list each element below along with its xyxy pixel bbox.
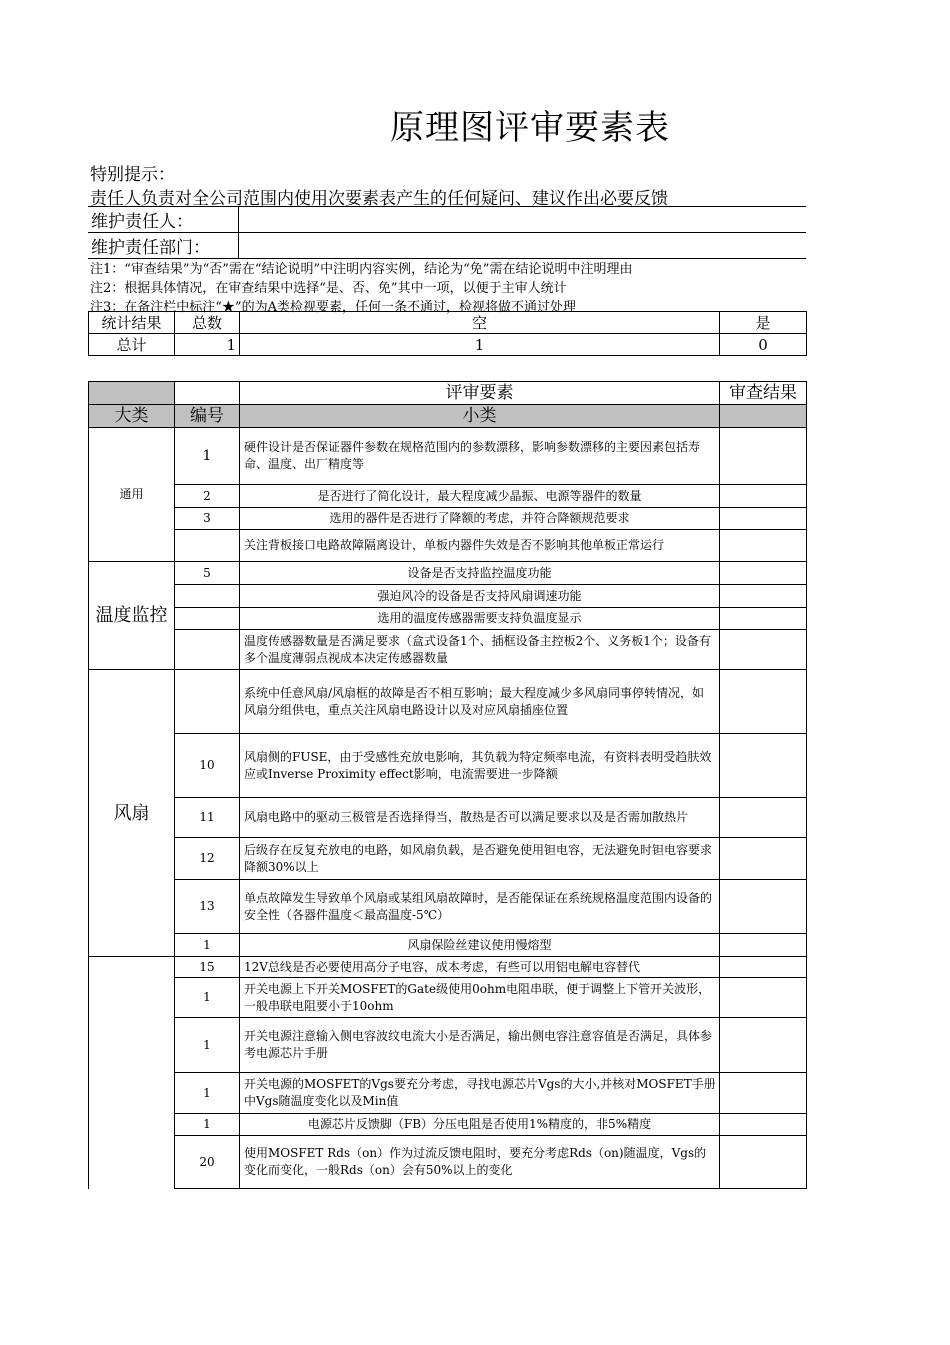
- note-2: 注2：根据具体情况，在审查结果中选择“是、否、免”其中一项，以便于主审人统计: [90, 281, 567, 296]
- row-number: 1: [175, 934, 240, 957]
- stats-table: [88, 311, 807, 356]
- row-result[interactable]: [720, 508, 807, 530]
- row-item: 强迫风冷的设备是否支持风扇调速功能: [240, 585, 720, 608]
- row-item: 硬件设计是否保证器件参数在规格范围内的参数漂移，影响参数漂移的主要因素包括寿命、温度、出厂精度等: [240, 428, 720, 485]
- maintainer-table: [88, 206, 806, 259]
- category-temperature: 温度监控: [89, 562, 175, 670]
- row-result[interactable]: [720, 957, 807, 978]
- row-item: 选用的温度传感器需要支持负温度显示: [240, 608, 720, 630]
- table-row: [89, 798, 807, 838]
- row-result[interactable]: [720, 1114, 807, 1136]
- maintainer-value[interactable]: [238, 207, 806, 233]
- table-row: [89, 1114, 807, 1136]
- table-row: [89, 485, 807, 508]
- row-result[interactable]: [720, 485, 807, 508]
- table-row: [89, 880, 807, 934]
- stats-header-row: [89, 312, 807, 334]
- table-row: [89, 957, 807, 978]
- row-number: 5: [175, 562, 240, 585]
- dept-label: 维护责任部门：: [88, 233, 238, 259]
- stats-header-label: 统计结果: [89, 312, 175, 334]
- review-header-row: [89, 382, 807, 405]
- row-item: 开关电源的MOSFET的Vgs要充分考虑，寻找电源芯片Vgs的大小,并核对MOSFET手册中Vgs随温度变化以及Min值: [240, 1073, 720, 1114]
- row-result[interactable]: [720, 530, 807, 562]
- row-number: [175, 670, 240, 734]
- row-number: 10: [175, 734, 240, 798]
- row-result[interactable]: [720, 428, 807, 485]
- row-result[interactable]: [720, 838, 807, 880]
- table-row: [89, 1018, 807, 1073]
- tip-label: 特别提示：: [90, 165, 175, 185]
- row-number: [175, 530, 240, 562]
- row-number: [175, 630, 240, 670]
- row-result[interactable]: [720, 562, 807, 585]
- row-number: 1: [175, 1018, 240, 1073]
- row-item: 使用MOSFET Rds（on）作为过流反馈电阻时，要充分考虑Rds（on)随温度，Vgs的变化而变化，一般Rds（on）会有50%以上的变化: [240, 1136, 720, 1189]
- row-result[interactable]: [720, 1073, 807, 1114]
- table-row: [89, 428, 807, 485]
- row-number: 1: [175, 978, 240, 1018]
- review-table: [88, 381, 807, 1189]
- header-review-elements: 评审要素: [240, 382, 720, 405]
- row-number: 1: [175, 1073, 240, 1114]
- maintainer-row: [88, 207, 806, 233]
- row-number: 1: [175, 1114, 240, 1136]
- row-item: 12V总线是否必要使用高分子电容，成本考虑，有些可以用铝电解电容替代: [240, 957, 720, 978]
- header-blank-2: [175, 382, 240, 405]
- row-number: 15: [175, 957, 240, 978]
- table-row: [89, 508, 807, 530]
- header-number: 编号: [175, 405, 240, 428]
- stats-total-label: 总计: [89, 334, 175, 356]
- row-result[interactable]: [720, 880, 807, 934]
- row-number: 1: [175, 428, 240, 485]
- row-item: 风扇侧的FUSE，由于受感性充放电影响，其负载为特定频率电流，有资料表明受趋肤效应或Inverse Proximity effect影响，电流需要进一步降额: [240, 734, 720, 798]
- row-number: 2: [175, 485, 240, 508]
- row-result[interactable]: [720, 1018, 807, 1073]
- table-row: [89, 670, 807, 734]
- stats-yes-count: 0: [720, 334, 807, 356]
- stats-header-total: 总数: [175, 312, 240, 334]
- table-row: [89, 978, 807, 1018]
- row-result[interactable]: [720, 798, 807, 838]
- header-category: 大类: [89, 405, 175, 428]
- row-number: 3: [175, 508, 240, 530]
- row-item: 关注背板接口电路故障隔离设计，单板内器件失效是否不影响其他单板正常运行: [240, 530, 720, 562]
- row-result[interactable]: [720, 978, 807, 1018]
- row-item: 温度传感器数量是否满足要求（盒式设备1个、插框设备主控板2个、义务板1个；设备有多个温度薄弱点视成本决定传感器数量: [240, 630, 720, 670]
- table-row: [89, 838, 807, 880]
- page-title: 原理图评审要素表: [390, 108, 670, 148]
- row-item: 是否进行了简化设计，最大程度减少晶振、电源等器件的数量: [240, 485, 720, 508]
- row-result[interactable]: [720, 734, 807, 798]
- row-number: 11: [175, 798, 240, 838]
- stats-header-empty: 空: [240, 312, 720, 334]
- row-number: 13: [175, 880, 240, 934]
- row-result[interactable]: [720, 1136, 807, 1189]
- table-row: [89, 530, 807, 562]
- row-number: 20: [175, 1136, 240, 1189]
- table-row: [89, 934, 807, 957]
- header-item: 小类: [240, 405, 720, 428]
- row-item: 开关电源上下开关MOSFET的Gate级使用0ohm电阻串联，便于调整上下管开关波形，一般串联电阻要小于10ohm: [240, 978, 720, 1018]
- row-result[interactable]: [720, 585, 807, 608]
- row-item: 选用的器件是否进行了降额的考虑，并符合降额规范要求: [240, 508, 720, 530]
- table-row: [89, 630, 807, 670]
- row-item: 风扇保险丝建议使用慢熔型: [240, 934, 720, 957]
- row-item: 后级存在反复充放电的电路，如风扇负载，是否避免使用钽电容，无法避免时钽电容要求降额30%以上: [240, 838, 720, 880]
- table-row: [89, 562, 807, 585]
- row-item: 风扇电路中的驱动三极管是否选择得当，散热是否可以满足要求以及是否需加散热片: [240, 798, 720, 838]
- row-number: 12: [175, 838, 240, 880]
- stats-empty-count: 1: [240, 334, 720, 356]
- row-item: 系统中任意风扇/风扇框的故障是否不相互影响；最大程度减少多风扇同事停转情况，如风扇分组供电，重点关注风扇电路设计以及对应风扇插座位置: [240, 670, 720, 734]
- table-row: [89, 608, 807, 630]
- row-result[interactable]: [720, 608, 807, 630]
- category-power-blank: [89, 957, 175, 1189]
- header-result-blank: [720, 405, 807, 428]
- category-general: 通用: [89, 428, 175, 562]
- row-number: [175, 585, 240, 608]
- row-item: 单点故障发生导致单个风扇或某组风扇故障时，是否能保证在系统规格温度范围内设备的安全性（各器件温度＜最高温度-5℃）: [240, 880, 720, 934]
- row-result[interactable]: [720, 630, 807, 670]
- stats-total-count: 1: [175, 334, 240, 356]
- stats-total-row: [89, 334, 807, 356]
- row-number: [175, 608, 240, 630]
- header-blank-1: [89, 382, 175, 405]
- table-row: [89, 734, 807, 798]
- row-result[interactable]: [720, 934, 807, 957]
- table-row: [89, 1136, 807, 1189]
- row-item: 开关电源注意输入侧电容波纹电流大小是否满足，输出侧电容注意容值是否满足，具体参考电源芯片手册: [240, 1018, 720, 1073]
- maintainer-label: 维护责任人：: [88, 207, 238, 233]
- row-result[interactable]: [720, 670, 807, 734]
- note-3: 注3：在备注栏中标注“★”的为A类检视要素，任何一条不通过，检视将做不通过处理: [90, 300, 576, 315]
- row-item: 电源芯片反馈脚（FB）分压电阻是否使用1%精度的，非5%精度: [240, 1114, 720, 1136]
- table-row: [89, 1073, 807, 1114]
- dept-row: [88, 233, 806, 259]
- header-review-result: 审查结果: [720, 382, 807, 405]
- category-fan: 风扇: [89, 670, 175, 957]
- row-item: 设备是否支持监控温度功能: [240, 562, 720, 585]
- review-subheader-row: [89, 405, 807, 428]
- table-row: [89, 585, 807, 608]
- responsibility-text: 责任人负责对全公司范围内使用次要素表产生的任何疑问、建议作出必要反馈: [90, 189, 668, 209]
- dept-value[interactable]: [238, 233, 806, 259]
- note-1: 注1：“审查结果”为“否”需在“结论说明”中注明内容实例，结论为“免”需在结论说明中注明理由: [90, 262, 633, 277]
- stats-header-yes: 是: [720, 312, 807, 334]
